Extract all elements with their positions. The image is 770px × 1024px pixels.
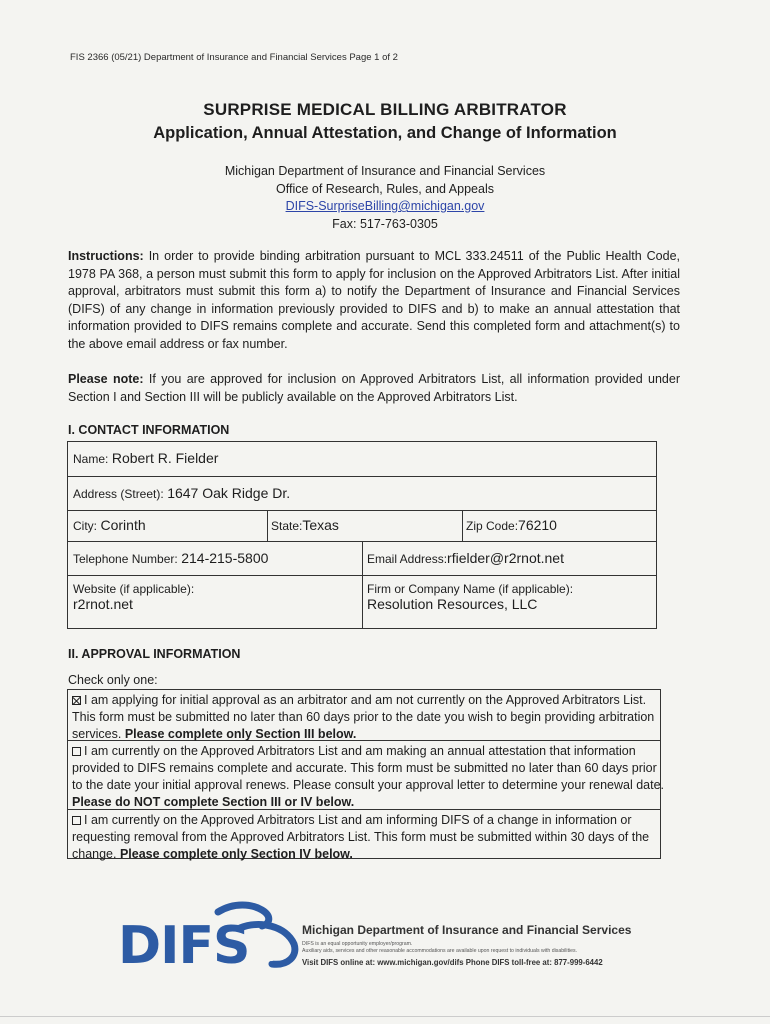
- approval-section-heading: II. APPROVAL INFORMATION: [68, 647, 241, 661]
- city-label: City:: [73, 519, 97, 533]
- row-divider: [67, 510, 657, 511]
- email-label: Email Address:: [367, 552, 448, 566]
- name-value: Robert R. Fielder: [111, 450, 219, 466]
- scan-edge: [0, 1016, 770, 1017]
- col-divider: [267, 510, 268, 542]
- option-text: I am currently on the Approved Arbitrators List and am informing DIFS of a change in information or requesting removal from the Approved Arbitrators List. This form must be submitted within 30 days of the change.: [72, 813, 650, 861]
- option-instruction: Please do NOT complete Section III or IV below.: [72, 795, 355, 809]
- instructions-label: Instructions:: [68, 249, 144, 263]
- email-value: rfielder@r2rnot.net: [447, 550, 564, 566]
- website-label: Website (if applicable):: [73, 582, 195, 596]
- contact-section-heading: I. CONTACT INFORMATION: [68, 423, 230, 437]
- phone-field[interactable]: [73, 550, 268, 566]
- state-field[interactable]: [271, 517, 339, 533]
- option-instruction: Please complete only Section IV below.: [119, 847, 353, 861]
- city-value: Corinth: [100, 517, 146, 533]
- name-label: Name:: [73, 452, 109, 466]
- check-only-instruction: Check only one:: [68, 673, 158, 687]
- instructions-text: In order to provide binding arbitration pursuant to MCL 333.24511 of the Public Health Code, 1978 PA 368, a person must submit this form to apply for inclusion on the Approved Arbitrators List. After initial approval, arbitrators must submit this form a) to notify the Department of Insurance and Financial Services (DIFS) of any change in information previously provided to DIFS and b) to make an annual attestation that information provided to DIFS remains complete and accurate. Send this completed form and attachment(s) to the above email address or fax number.: [68, 249, 680, 351]
- footer-accommodations: Auxiliary aids, services and other reasonable accommodations are available upon request to individuals with disabilities.: [302, 948, 578, 954]
- zip-value: 76210: [518, 517, 557, 533]
- phone-value: 214-215-5800: [181, 550, 269, 566]
- form-title: SURPRISE MEDICAL BILLING ARBITRATOR: [203, 100, 567, 119]
- agency-block: [0, 163, 770, 233]
- agency-fax: Fax: 517-763-0305: [332, 216, 438, 231]
- city-field[interactable]: [73, 517, 146, 533]
- state-label: State:: [271, 519, 303, 533]
- form-subtitle: Application, Annual Attestation, and Change of Information: [153, 124, 617, 142]
- row-divider: [67, 476, 657, 477]
- note-label: Please note:: [68, 372, 144, 386]
- footer-eeo: DIFS is an equal opportunity employer/program.: [302, 941, 413, 947]
- footer-agency-name: Michigan Department of Insurance and Financial Services: [302, 923, 632, 937]
- checkbox-unchecked-icon[interactable]: [72, 816, 81, 825]
- firm-label: Firm or Company Name (if applicable):: [367, 582, 574, 596]
- option-text: I am currently on the Approved Arbitrators List and am making an annual attestation that information provided to DIFS remains complete and accurate. This form must be submitted no later than 60 days prior to the date your initial approval renews. Please consult your approval letter to determine your renewal date.: [72, 744, 664, 792]
- website-value: r2rnot.net: [73, 596, 133, 612]
- note-paragraph: [68, 371, 680, 406]
- footer-visit-line: Visit DIFS online at: www.michigan.gov/difs Phone DIFS toll-free at: 877-999-6442: [302, 958, 603, 967]
- checkbox-unchecked-icon[interactable]: [72, 747, 81, 756]
- name-field[interactable]: [73, 450, 218, 466]
- firm-field[interactable]: [367, 582, 573, 612]
- zip-field[interactable]: [466, 517, 557, 533]
- instructions-paragraph: [68, 248, 680, 354]
- address-label: Address (Street):: [73, 487, 164, 501]
- state-value: Texas: [302, 517, 339, 533]
- option-initial-approval[interactable]: [72, 692, 667, 743]
- col-divider: [362, 541, 363, 629]
- option-annual-attestation[interactable]: [72, 743, 667, 811]
- website-field[interactable]: [73, 582, 194, 612]
- phone-label: Telephone Number:: [73, 552, 178, 566]
- difs-logo: DIFS: [118, 916, 250, 976]
- form-id-header: FIS 2366 (05/21) Department of Insurance and Financial Services Page 1 of 2: [70, 52, 398, 63]
- option-instruction: Please complete only Section III below.: [124, 727, 357, 741]
- zip-label: Zip Code:: [466, 519, 519, 533]
- footer-disclaimer: [302, 941, 642, 955]
- agency-office: Office of Research, Rules, and Appeals: [276, 181, 494, 196]
- address-value: 1647 Oak Ridge Dr.: [167, 485, 291, 501]
- checkbox-checked-icon[interactable]: [72, 696, 81, 705]
- agency-email-link[interactable]: DIFS-SurpriseBilling@michigan.gov: [285, 199, 485, 213]
- agency-name: Michigan Department of Insurance and Financial Services: [224, 164, 546, 178]
- col-divider: [462, 510, 463, 542]
- email-field[interactable]: [367, 550, 564, 566]
- address-field[interactable]: [73, 485, 290, 501]
- option-change-information[interactable]: [72, 812, 667, 863]
- firm-value: Resolution Resources, LLC: [367, 596, 538, 612]
- option-text: I am applying for initial approval as an arbitrator and am not currently on the Approved Arbitrators List. This form must be submitted no later than 60 days prior to the date you wish to begin providing arbitration services.: [72, 693, 655, 741]
- note-text: If you are approved for inclusion on Approved Arbitrators List, all information provided under Section I and Section III will be publicly available on the Approved Arbitrators List.: [68, 372, 680, 404]
